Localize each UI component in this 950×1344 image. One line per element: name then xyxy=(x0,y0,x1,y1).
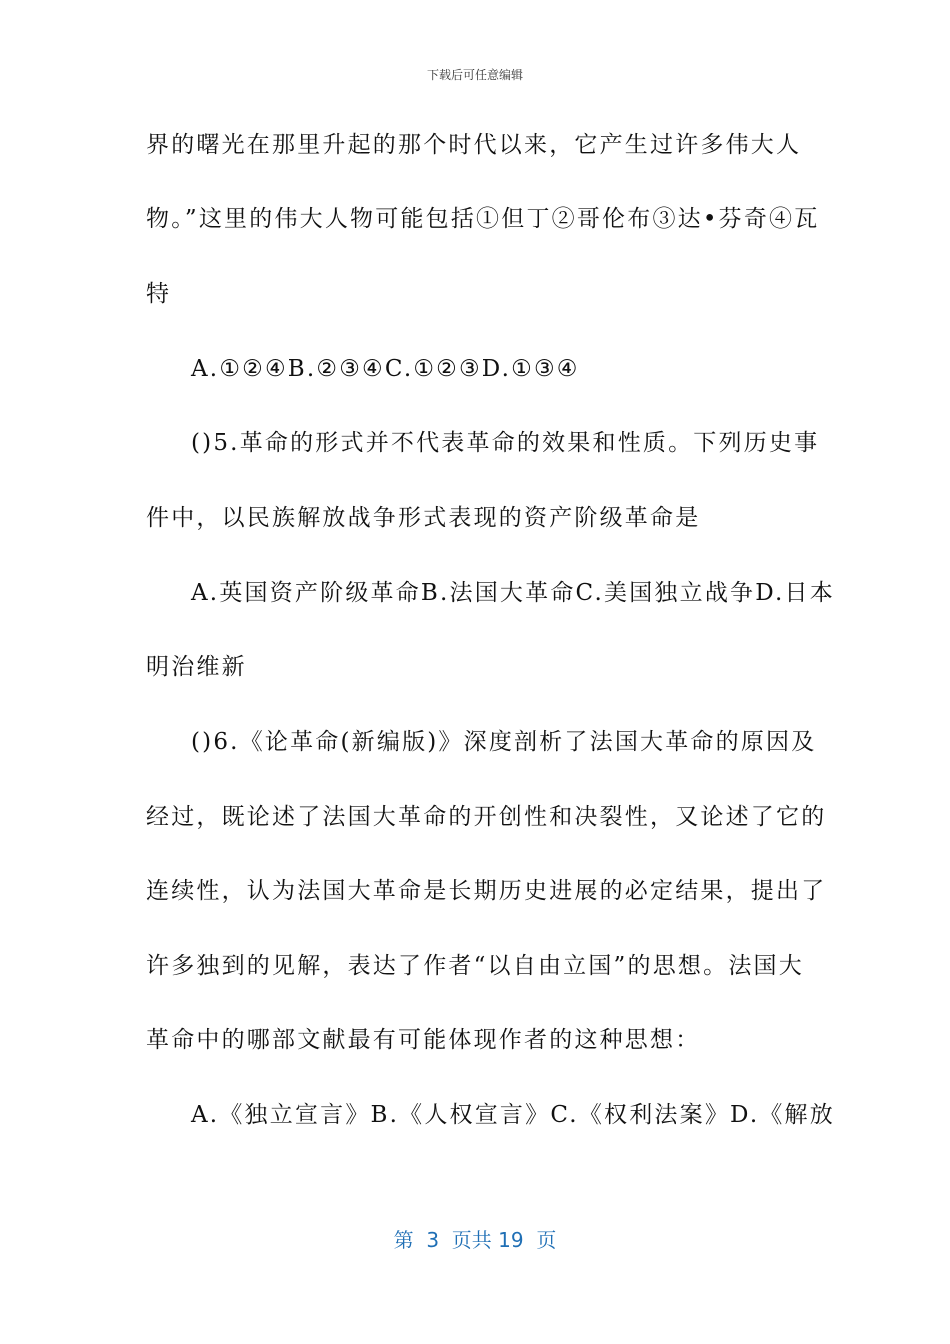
page-footer: 第 3 页共 19 页 xyxy=(393,1228,557,1252)
answer-options-q6: A.《独立宣言》B.《人权宣言》C.《权利法案》D.《解放 xyxy=(191,1102,835,1128)
text-line-6: 件中，以民族解放战争形式表现的资产阶级革命是 xyxy=(146,505,701,531)
question-5: ()5.革命的形式并不代表革命的效果和性质。下列历史事 xyxy=(191,430,820,456)
answer-options-q5: A.英国资产阶级革命B.法国大革命C.美国独立战争D.日本 xyxy=(191,580,835,606)
text-line-8: 明治维新 xyxy=(146,654,247,680)
text-line-2: 物。”这里的伟大人物可能包括①但丁②哥伦布③达•芬奇④瓦 xyxy=(146,206,820,232)
answer-options-q4: A.①②④B.②③④C.①②③D.①③④ xyxy=(191,356,580,382)
text-line-12: 许多独到的见解，表达了作者“以自由立国”的思想。法国大 xyxy=(146,953,804,979)
text-line-10: 经过，既论述了法国大革命的开创性和决裂性，又论述了它的 xyxy=(146,804,827,830)
text-line-13: 革命中的哪部文献最有可能体现作者的这种思想： xyxy=(146,1027,701,1053)
text-line-3: 特 xyxy=(146,281,172,307)
question-6: ()6.《论革命(新编版)》深度剖析了法国大革命的原因及 xyxy=(191,729,817,755)
text-line-11: 连续性，认为法国大革命是长期历史进展的必定结果，提出了 xyxy=(146,878,827,904)
page-header: 下载后可任意编辑 xyxy=(426,68,523,82)
text-line-1: 界的曙光在那里升起的那个时代以来，它产生过许多伟大人 xyxy=(146,132,802,158)
